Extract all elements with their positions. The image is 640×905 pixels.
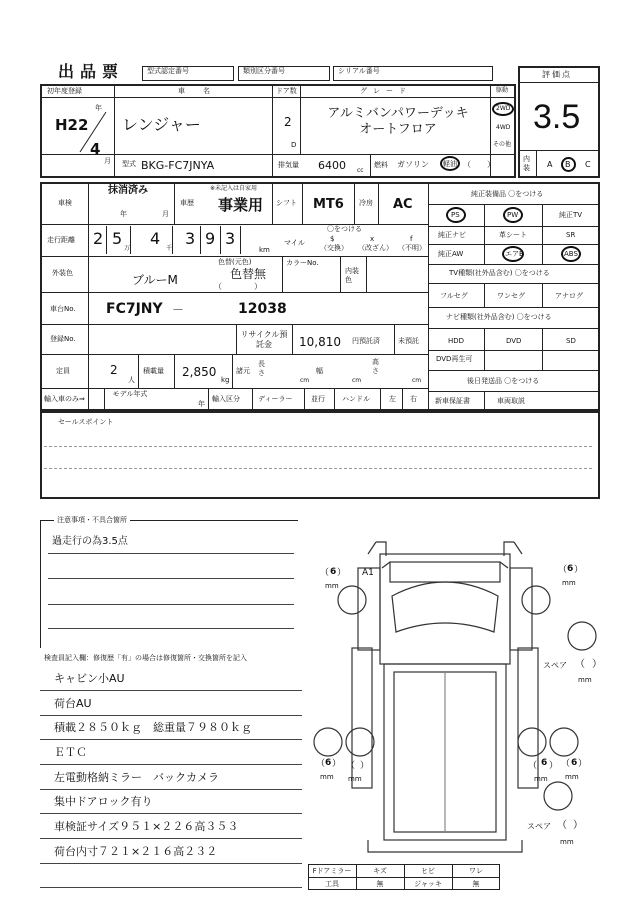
interior-c[interactable]: C (585, 160, 591, 169)
note-etc: ＥＴＣ (54, 746, 87, 759)
class-no-label: 類別区分番号 (243, 67, 285, 75)
recycle-unit[interactable]: 円預託済 (352, 337, 380, 345)
mileage-mile[interactable]: マイル (284, 239, 305, 247)
note-bed-size: 荷台内寸７２１×２１６高２３２ (54, 845, 218, 858)
chassis-dash: － (172, 303, 185, 317)
spare-bottom-unit: mm (560, 838, 574, 846)
parts-h-mirror: Fドアミラー (312, 867, 352, 875)
fuel-label: 燃料 (374, 161, 388, 169)
inspection-month: 月 (162, 210, 169, 218)
import-label: 輸入車のみ⇒ (44, 395, 85, 403)
depth-rr2-unit: mm (565, 773, 579, 781)
sales-point-box[interactable] (40, 411, 600, 499)
mileage-d3: 4 (150, 229, 161, 248)
doors-value: 2 (284, 115, 292, 129)
sales-point-label: セールスポイント (58, 418, 114, 426)
repaint-paren: （ ） (214, 282, 262, 291)
spare-top-unit: mm (578, 676, 592, 684)
depth-fr-unit: mm (562, 579, 576, 587)
mileage-sym-modified: x (370, 235, 375, 243)
note-cabin: キャビン小AU (54, 672, 125, 685)
parts-h-break: ワレ (469, 867, 483, 875)
drive-2wd[interactable]: 2WD (496, 105, 511, 112)
registration-label: 登録No. (50, 335, 76, 343)
form-title: 出品票 (58, 62, 125, 81)
history-note: ※未記入は自家用 (210, 185, 258, 192)
score-value: 3.5 (533, 98, 581, 136)
height-unit: cm (412, 377, 422, 384)
depth-rr2-open: （ (561, 759, 571, 769)
parts-v-tools: 工具 (325, 880, 339, 888)
tire-rear-right-inner (518, 728, 546, 756)
capacity-unit: 人 (128, 376, 135, 384)
cert-no-label: 型式認定番号 (147, 67, 189, 75)
mileage-d6: 3 (225, 229, 236, 248)
later-manual[interactable]: 車両取説 (497, 397, 525, 405)
month-unit: 月 (104, 157, 111, 165)
recycle-not[interactable]: 未預託 (398, 337, 419, 345)
chassis-label: 車台No. (50, 305, 76, 313)
later-title: 後日発送品 〇をつける (467, 377, 540, 385)
spare-top-label: スペア (543, 661, 567, 670)
later-warranty[interactable]: 新車保証書 (435, 397, 470, 405)
mileage-d2: 5 (112, 229, 123, 248)
height-label: 高さ (372, 358, 379, 375)
mileage-d5: 9 (205, 229, 216, 248)
inspection-year: 年 (120, 210, 127, 218)
depth-fl-open: （ (320, 568, 330, 578)
note-mirror: 左電動格納ミラー バックカメラ (54, 771, 219, 784)
fuel-gas[interactable]: ガソリン (397, 160, 429, 169)
tire-front-right (522, 586, 550, 614)
spare-bottom-open: （ (557, 820, 567, 831)
handle-left[interactable]: 左 (389, 395, 396, 403)
depth-rl: 6 (325, 758, 332, 768)
parts-h-scratch: キズ (373, 867, 387, 875)
depth-rr2-close: ） (578, 759, 588, 769)
tv-one[interactable]: ワンセグ (497, 292, 525, 300)
cooler-value: AC (393, 197, 413, 212)
recycle-value: 10,810 (299, 335, 341, 349)
first-reg-year: H22 (55, 116, 89, 134)
chassis-prefix: FC7JNY (106, 301, 163, 317)
inspection-value: 抹消済み (108, 185, 148, 196)
capacity-label: 定員 (56, 367, 70, 375)
mileage-unknown[interactable]: （不明） (398, 244, 426, 252)
note-bed: 荷台AU (54, 697, 92, 710)
mileage-label: 走行距離 (47, 236, 75, 244)
handle-label: ハンドル (342, 395, 370, 403)
nav-title: ナビ種類(社外品含む) 〇をつける (446, 313, 552, 321)
import-class-label: 輸入区分 (212, 395, 240, 403)
interior-label: 内装 (523, 155, 530, 172)
history-value: 事業用 (218, 196, 264, 214)
serial-label: シリアル番号 (338, 67, 380, 75)
depth-rr-open: （ (528, 761, 538, 771)
equip-ps[interactable]: PS (451, 211, 460, 219)
chassis-number: 12038 (238, 301, 287, 317)
note-load: 積載２８５０ｋｇ 総重量７９８０ｋｇ (54, 721, 252, 734)
notes-label: 注意事項・不具合箇所 (54, 517, 130, 524)
depth-rr-unit: mm (534, 775, 548, 783)
cooler-label: 冷房 (359, 199, 373, 207)
vehicle-name: レンジャー (122, 115, 201, 134)
import-parallel[interactable]: 並行 (311, 395, 325, 403)
depth-rl2-open: （ (346, 761, 356, 771)
depth-fr-open: （ (558, 565, 568, 575)
tire-front-left (338, 586, 366, 614)
parts-v-jack-status: 無 (472, 880, 480, 888)
tire-rear-left-outer (314, 728, 342, 756)
spare-tire-top (568, 622, 596, 650)
tv-analog[interactable]: アナログ (555, 292, 583, 300)
spare-bottom-label: スペア (527, 822, 551, 831)
handle-right[interactable]: 右 (410, 395, 417, 403)
note-size: 車検証サイズ９５１×２２６高３５３ (54, 820, 239, 833)
depth-rr2: 6 (571, 758, 578, 768)
drive-other[interactable]: その他 (493, 141, 512, 148)
grade-label: グレード (360, 87, 412, 95)
mileage-man: 万 (124, 245, 131, 252)
first-reg-month: 4 (90, 140, 101, 158)
width-unit: cm (352, 377, 362, 384)
nav-hdd[interactable]: HDD (448, 337, 465, 345)
history-label: 車歴 (180, 199, 194, 207)
depth-rl-close: ） (332, 759, 342, 769)
load-unit: kg (221, 376, 230, 384)
depth-rr-close: ） (549, 761, 559, 771)
capacity-value: 2 (110, 363, 118, 377)
nav-dvd-play[interactable]: DVD再生可 (436, 355, 473, 363)
equip-airbag[interactable]: エアB (505, 250, 524, 258)
dims-label: 諸元 (236, 367, 250, 375)
depth-rl2-close: ） (360, 761, 370, 771)
repaint-label: 色替(元色) (218, 258, 252, 266)
spare-bottom-close: ） (573, 820, 583, 831)
drive-label: 駆動 (496, 87, 509, 94)
depth-fr: 6 (567, 564, 574, 574)
damage-a1: A1 (362, 568, 374, 578)
year-unit: 年 (95, 104, 102, 112)
equip-pw[interactable]: PW (507, 211, 519, 219)
model-value: BKG-FC7JNYA (141, 159, 215, 172)
depth-fr-close: ） (574, 565, 584, 575)
mileage-sen: 千 (166, 245, 173, 252)
displacement-unit: cc (357, 167, 364, 174)
spare-top-open: （ (575, 659, 585, 670)
grade-value: アルミバンパワーデッキオートフロア (327, 106, 469, 137)
width-label: 幅 (316, 367, 323, 375)
depth-rl-unit: mm (320, 773, 334, 781)
displacement-value: 6400 (318, 159, 346, 172)
depth-fl: 6 (330, 567, 337, 577)
length-unit: cm (300, 377, 310, 384)
color-no-label: カラーNo. (286, 259, 319, 267)
mileage-exchange[interactable]: （交換） (320, 244, 348, 252)
tv-full[interactable]: フルセグ (440, 292, 468, 300)
fuel-other[interactable]: （ ） (463, 160, 495, 169)
parts-h-crack: ヒビ (421, 867, 435, 875)
equip-aw[interactable]: 純正AW (438, 250, 464, 258)
import-dealer[interactable]: ディーラー (258, 395, 293, 403)
mileage-km: km (259, 246, 270, 254)
drive-4wd[interactable]: 4WD (496, 124, 511, 131)
mileage-sym-exchange: $ (330, 235, 335, 243)
equip-abs[interactable]: ABS (564, 250, 578, 258)
inspection-label: 車検 (58, 199, 72, 207)
mileage-d4: 3 (185, 229, 196, 248)
inspector-label: 検査員記入欄：修復歴「有」の場合は修復箇所・交換箇所を記入 (44, 654, 247, 662)
fuel-diesel[interactable]: 軽油 (443, 160, 457, 168)
equip-title: 純正装備品 〇をつける (471, 190, 544, 198)
equip-sr[interactable]: SR (566, 231, 576, 239)
nav-sd[interactable]: SD (566, 337, 576, 345)
interior-color-label: 内装色 (345, 267, 359, 284)
displacement-label: 排気量 (278, 161, 299, 169)
equip-navi[interactable]: 純正ナビ (438, 231, 466, 239)
parts-v-jack: ジャッキ (414, 880, 442, 888)
note-lock: 集中ドアロック有り (54, 795, 153, 808)
import-year-unit: 年 (198, 400, 205, 408)
mileage-modified[interactable]: （改ざん） (358, 244, 393, 252)
load-value: 2,850 (182, 365, 217, 379)
spare-tire-bottom (544, 782, 572, 810)
depth-rr: 6 (541, 758, 548, 768)
repaint-value: 色替無 (230, 267, 267, 281)
first-reg-label: 初年度登録 (47, 87, 82, 95)
doors-unit: D (291, 141, 297, 149)
interior-b[interactable]: B (565, 160, 571, 169)
equip-tv[interactable]: 純正TV (559, 211, 583, 219)
length-label: 長さ (258, 360, 265, 377)
depth-fl-unit: mm (325, 582, 339, 590)
name-label: 車名 (178, 87, 228, 95)
recycle-label: リサイクル預託金 (240, 330, 288, 349)
mileage-circle-note: 〇をつける (327, 225, 362, 233)
depth-rl-open: （ (316, 759, 326, 769)
mileage-d1: 2 (93, 229, 104, 248)
depth-rl2-unit: mm (348, 775, 362, 783)
score-label: 評価点 (542, 70, 572, 79)
depth-fl-close: ） (337, 568, 347, 578)
shift-value: MT6 (313, 197, 344, 212)
note-line-1: 過走行の為3.5点 (52, 536, 128, 547)
shift-label: シフト (276, 199, 297, 207)
parts-v-tools-status: 無 (376, 880, 384, 888)
color-label: 外装色 (52, 269, 73, 277)
tire-rear-right-outer (550, 728, 578, 756)
doors-label: ドア数 (276, 87, 297, 95)
tv-title: TV種類(社外品含む) 〇をつける (449, 269, 550, 277)
model-label: 型式 (122, 160, 136, 168)
spare-top-close: ） (592, 659, 602, 670)
model-year-label: モデル年式 (112, 390, 148, 398)
tire-rear-left-inner (346, 728, 374, 756)
nav-dvd[interactable]: DVD (506, 337, 522, 345)
load-label: 積載量 (143, 367, 164, 375)
interior-a[interactable]: A (547, 160, 553, 169)
truck-diagram (308, 528, 600, 864)
mileage-sym-unknown: f (410, 235, 413, 243)
equip-leather[interactable]: 革シート (499, 231, 527, 239)
color-value: ブルーM (132, 273, 178, 287)
